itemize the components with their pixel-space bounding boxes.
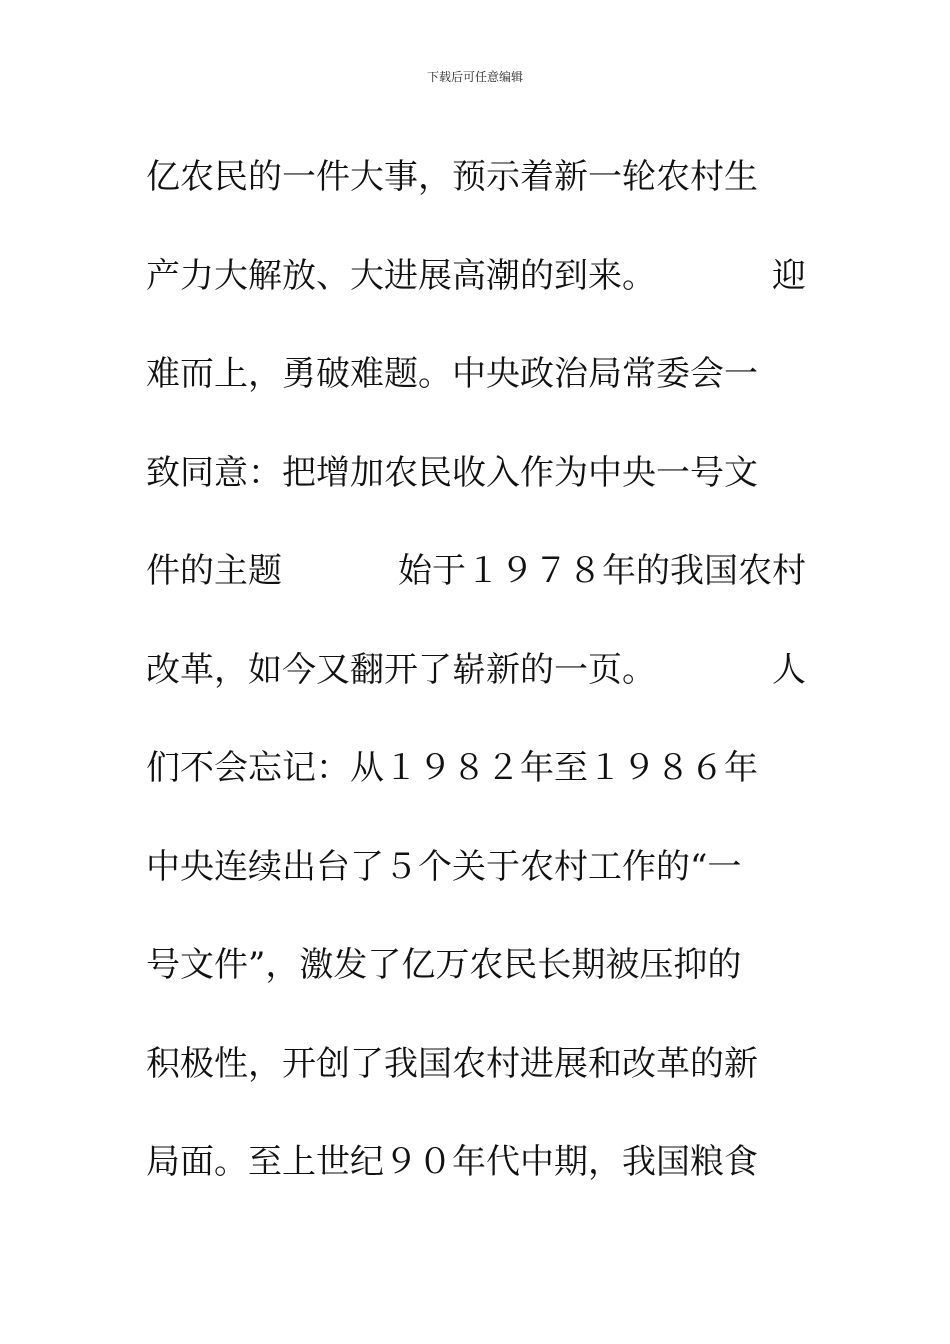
text-line: [146, 325, 806, 424]
text-line-right: 人: [772, 649, 806, 690]
text-line-right: 始于１９７８年的我国农村: [398, 551, 806, 592]
text-line: [146, 424, 806, 523]
text-line-left: 中央连续出台了５个关于农村工作的“一: [146, 846, 742, 887]
text-line: [146, 621, 806, 720]
text-line: [146, 522, 806, 621]
text-line: [146, 128, 806, 227]
text-line-left: 件的主题: [146, 551, 282, 592]
text-line-left: 们不会忘记：从１９８２年至１９８６年: [146, 748, 758, 789]
text-line-right: 迎: [772, 255, 806, 296]
text-line-left: 号文件”，激发了亿万农民长期被压抑的: [146, 945, 742, 986]
text-line: [146, 818, 806, 917]
text-line-left: 亿农民的一件大事，预示着新一轮农村生: [146, 157, 758, 198]
text-line: [146, 1113, 806, 1212]
text-line-left: 局面。至上世纪９０年代中期，我国粮食: [146, 1142, 758, 1183]
text-line: [146, 227, 806, 326]
body-text: [146, 128, 806, 1212]
text-line-left: 难而上，勇破难题。中央政治局常委会一: [146, 354, 758, 395]
text-line: [146, 1015, 806, 1114]
text-line-left: 致同意：把增加农民收入作为中央一号文: [146, 452, 758, 493]
text-line-left: 积极性，开创了我国农村进展和改革的新: [146, 1043, 758, 1084]
text-line: [146, 719, 806, 818]
page-header: 下载后可任意编辑: [426, 70, 523, 84]
text-line-left: 改革，如今又翻开了崭新的一页。: [146, 649, 656, 690]
text-line: [146, 916, 806, 1015]
text-line-left: 产力大解放、大进展高潮的到来。: [146, 255, 656, 296]
